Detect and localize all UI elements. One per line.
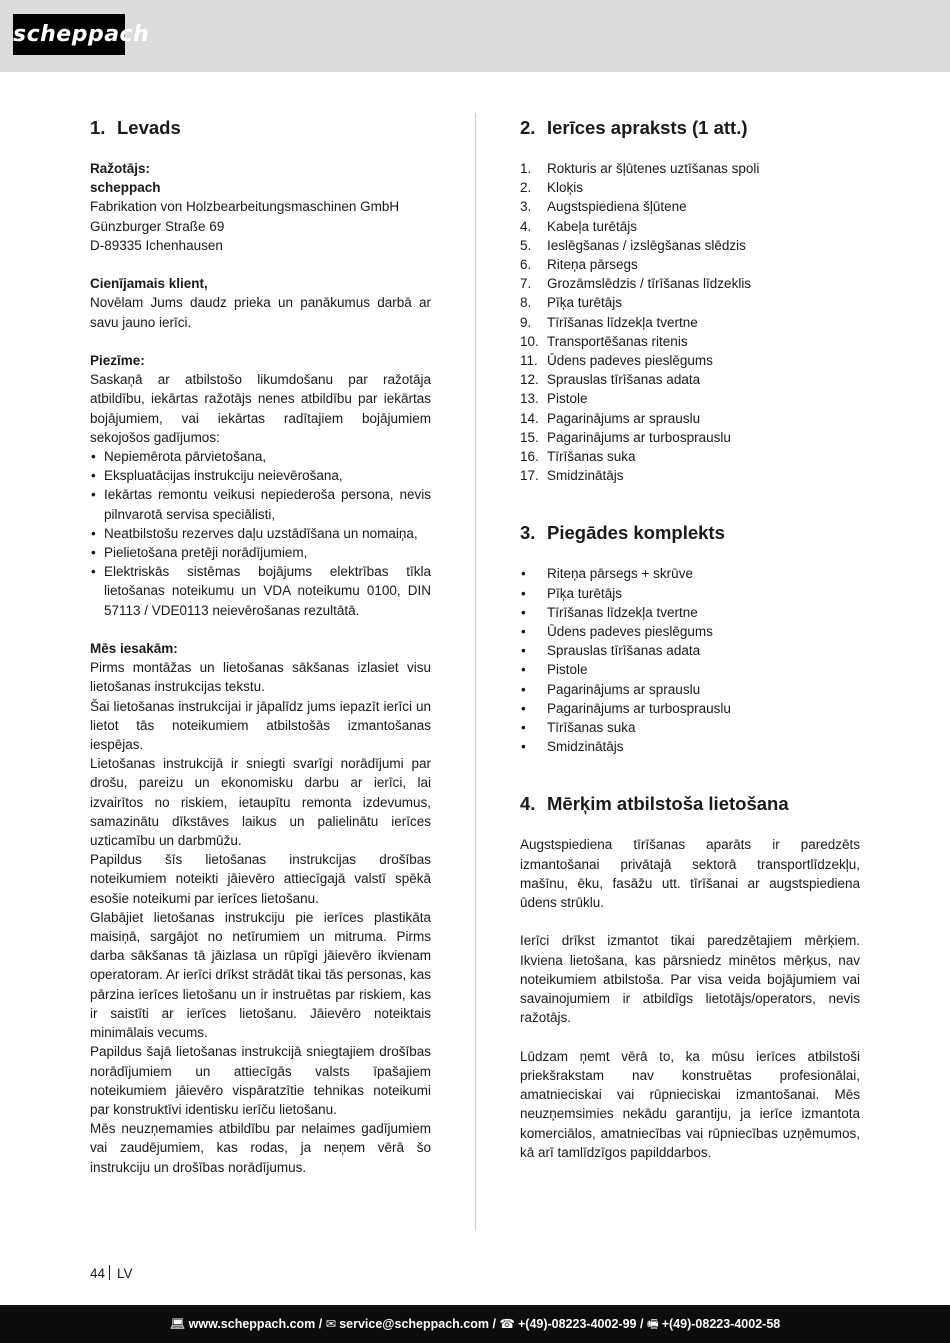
list-item: • Pagarinājums ar sprauslu: [520, 680, 860, 699]
list-item: 12. Sprauslas tīrīšanas adata: [520, 372, 701, 388]
footer-phone: +(49)-08223-4002-99: [517, 1317, 637, 1331]
column-divider: [475, 113, 476, 1230]
list-item: • Pistole: [520, 660, 860, 679]
list-item: • Ūdens padeves pieslēgums: [520, 622, 860, 641]
list-item: • Riteņa pārsegs + skrūve: [520, 564, 860, 583]
section-3-heading: 3. Piegādes komplekts: [520, 522, 725, 544]
parts-list: [520, 159, 860, 485]
list-item: • Neatbilstošu rezerves daļu uzstādīšana un nomaiņa,: [90, 524, 431, 543]
list-item: 1. Rokturis ar šļūtenes uztīšanas spoli: [520, 161, 760, 176]
address-line: Günzburger Straße 69: [90, 218, 225, 234]
brand-logo: scheppach: [13, 14, 125, 55]
recommend-paragraph: Papildus šajā lietošanas instrukcijā sniegtajiem drošības norādījumiem un attiecīgās valsts īpašajiem noteikumiem jāievēro vispāratzītie tehnikas noteikumi par konstruktīvi identisku ierīču lietošanu.: [90, 1044, 431, 1117]
list-item: • Sprauslas tīrīšanas adata: [520, 641, 860, 660]
page-number: 44 LV: [90, 1266, 133, 1281]
delivery-list: [520, 564, 860, 756]
list-item: 6. Riteņa pārsegs: [520, 257, 638, 273]
page-header: [0, 0, 950, 72]
list-item: • Elektriskās sistēmas bojājums elektrības tīkla lietošanas noteikumu un VDA noteikumu 0100, DIN 57113 / VDE0113 neievērošanas rezultātā.: [90, 562, 431, 620]
manufacturer-name: scheppach: [90, 180, 161, 196]
greeting-text: Novēlam Jums daudz prieka un panākumus darbā ar savu jauno ierīci.: [90, 295, 431, 330]
list-item: • Smidzinātājs: [520, 737, 860, 756]
section-2-heading: 2. Ierīces apraksts (1 att.): [520, 117, 748, 138]
list-item: • Tīrīšanas līdzekļa tvertne: [520, 603, 860, 622]
list-item: 16. Tīrīšanas suka: [520, 449, 636, 465]
section-1-heading: 1. Levads: [90, 117, 181, 138]
list-item: 9. Tīrīšanas līdzekļa tvertne: [520, 314, 698, 330]
list-item: • Pīķa turētājs: [520, 584, 860, 603]
list-item: • Iekārtas remontu veikusi nepiederoša persona, nevis pilnvarotā servisa speciālisti,: [90, 485, 431, 523]
list-item: 7. Grozāmslēdzis / tīrīšanas līdzeklis: [520, 276, 752, 292]
list-item: 13. Pistole: [520, 391, 588, 407]
recommend-label: Mēs iesakām:: [90, 641, 178, 657]
list-item: • Ekspluatācijas instrukciju neievērošana,: [90, 466, 431, 485]
recommend-paragraph: Šai lietošanas instrukcijai ir jāpalīdz jums iepazīt ierīci un lietot tās noteikumiem atbilstošās izmantošanas iespējas.: [90, 698, 431, 753]
list-item: • Tīrīšanas suka: [520, 718, 860, 737]
phone-icon: ☎︎: [499, 1317, 515, 1331]
list-item: 3. Augstspiediena šļūtene: [520, 199, 687, 215]
usage-paragraph: Augstspiediena tīrīšanas aparāts ir paredzēts izmantošanai privātajā sektorā transportlīdzekļu, mašīnu, ēku, fasāžu utt. tīrīšanai ar augstspiediena ūdens strūklu.: [520, 837, 860, 911]
list-item: 11. Ūdens padeves pieslēgums: [520, 353, 713, 369]
recommend-paragraph: Glabājiet lietošanas instrukciju pie ierīces plastikāta maisiņā, sargājot no netīrumiem un mitruma. Pirms darba sākšanas tā jāizlasa un rūpīgi jāievēro ikvienam operatoram. Ar ierīci drīkst strādāt tikai tās personas, kas pārzina ierīces lietošanu un ir instruētas par riskiem, kas ir saistīti ar ierīces lietošanu. Jāievēro noteiktais minimālais vecums.: [90, 909, 431, 1041]
list-item: 17. Smidzinātājs: [520, 468, 624, 484]
recommend-paragraph: Lietošanas instrukcijā ir sniegti svarīgi norādījumi par drošu, pareizu un ekonomisku darbu ar ierīci, lai izvairītos no riskiem, ietaupītu remonta izdevumus, samazinātu dīkstāves laikus un palielinātu ierīces uzticamību un darbmūžu.: [90, 756, 431, 849]
list-item: • Pagarinājums ar turbosprauslu: [520, 699, 860, 718]
footer-website-link[interactable]: www.scheppach.com: [188, 1317, 316, 1331]
note-label: Piezīme:: [90, 353, 145, 368]
usage-paragraph: Lūdzam ņemt vērā to, ka mūsu ierīces atbilstoši priekšrakstam nav konstruētas profesionālai, amatnieciskai vai rūpnieciskai izmantošanai. Mēs neuzņemsimies nekādu garantiju, ja ierīce izmantota komerciālos, amatniecības vai rūpniecības uzņēmumos, kā arī tamlīdzīgos papilddarbos.: [520, 1048, 860, 1160]
list-item: 4. Kabeļa turētājs: [520, 218, 638, 234]
list-item: 8. Pīķa turētājs: [520, 295, 623, 311]
note-list: [90, 447, 431, 620]
list-item: 2. Kloķis: [520, 180, 584, 196]
list-item: 5. Ieslēgšanas / izslēgšanas slēdzis: [520, 237, 746, 253]
recommend-paragraph: Papildus šīs lietošanas instrukcijas drošības noteikumiem noteikti jāievēro attiecīgajā valstī spēkā esošie noteikumi par ierīces lietošanu.: [90, 852, 431, 906]
footer-fax: +(49)-08223-4002-58: [661, 1317, 781, 1331]
usage-paragraph: Ierīci drīkst izmantot tikai paredzētajiem mērķiem. Ikviena lietošana, kas pārsniedz minētos mērķus, nav noteikumiem atbilstoša. Par visa veida bojājumiem vai savainojumiem ir atbildīgs lietotājs/operators, nevis ražotājs.: [520, 933, 860, 1026]
recommend-paragraph: Pirms montāžas un lietošanas sākšanas izlasiet visu lietošanas instrukcijas tekstu.: [90, 660, 431, 695]
note-text: Saskaņā ar atbilstošo likumdošanu par ražotāja atbildību, iekārtas ražotājs nenes atbildību par iekārtas bojājumiem, vai iekārtas radītajiem bojājumiem sekojošos gadījumos:: [90, 372, 431, 445]
list-item: • Nepiemērota pārvietošana,: [90, 447, 431, 466]
mail-icon: ✉︎: [325, 1317, 337, 1331]
page-footer: 💻︎ www.scheppach.com / ✉︎ service@scheppach.com / ☎︎ +(49)-08223-4002-99 / 🖷︎ +(49)-08223-4002-58: [0, 1305, 950, 1343]
section-4-heading: 4. Mērķim atbilstoša lietošana: [520, 793, 789, 815]
manufacturer-label: Ražotājs:: [90, 161, 151, 176]
address-line: Fabrikation von Holzbearbeitungsmaschinen GmbH: [90, 199, 400, 215]
footer-email-link[interactable]: service@scheppach.com: [339, 1317, 489, 1331]
left-column: [90, 116, 431, 1177]
computer-icon: 💻︎: [169, 1317, 186, 1331]
fax-icon: 🖷︎: [646, 1317, 659, 1331]
list-item: 10. Transportēšanas ritenis: [520, 333, 688, 349]
list-item: 14. Pagarinājums ar sprauslu: [520, 410, 701, 426]
right-column: [520, 116, 860, 1162]
address-line: D-89335 Ichenhausen: [90, 237, 223, 253]
list-item: • Pielietošana pretēji norādījumiem,: [90, 543, 431, 562]
greeting-label: Cienījamais klient,: [90, 276, 208, 292]
list-item: 15. Pagarinājums ar turbosprauslu: [520, 429, 731, 445]
recommend-paragraph: Mēs neuzņemamies atbildību par nelaimes gadījumiem vai zaudējumiem, kas rodas, ja neņem vērā šo instrukciju un drošības norādījumus.: [90, 1121, 431, 1175]
